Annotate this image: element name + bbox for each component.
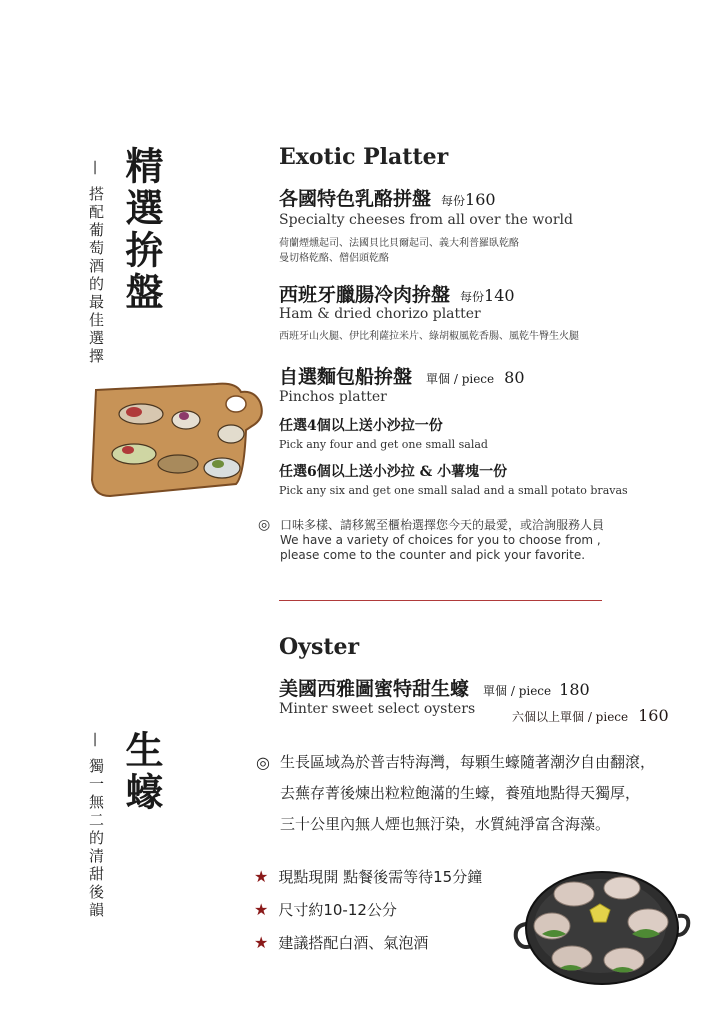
oyster-feature-size — [254, 899, 397, 920]
platter-note — [258, 517, 680, 563]
platter-vertical-title: 精選拚盤 — [119, 146, 164, 314]
oyster-name-en: Minter sweet select oysters — [279, 701, 476, 717]
pinchos-platter-price-label: 單個 / piece — [426, 372, 495, 386]
platter-vertical-subtitle: — 搭配葡萄酒的最佳選擇 — [87, 160, 105, 366]
ham-platter-name — [279, 280, 515, 307]
oyster-price-label: 單個 / piece — [483, 684, 552, 698]
oyster-feature-fresh — [254, 866, 482, 887]
platter-heading: Exotic Platter — [279, 144, 449, 170]
oyster-vertical-title: 生蠔 — [119, 730, 164, 814]
oyster-bulk-price: 160 — [638, 706, 669, 725]
ham-platter-price: 140 — [484, 286, 515, 305]
oyster-item-name — [279, 674, 590, 701]
cheese-platter-price-label: 每份 — [441, 194, 466, 208]
oyster-note-line1: 生長區域為於普吉特海灣，每顆生蠔隨著潮汐自由翻滾， — [280, 753, 656, 771]
oyster-feature-pairing — [254, 932, 428, 953]
feature-text: 建議搭配白酒、氣泡酒 — [278, 934, 429, 952]
oyster-vertical-subtitle: — 獨一無二的清甜後韻 — [87, 732, 105, 920]
oyster-note-bullet-icon: ◎ — [256, 753, 270, 772]
oyster-name-zh: 美國西雅圖蜜特甜生蠔 — [279, 678, 470, 700]
oyster-heading: Oyster — [279, 634, 360, 660]
ham-platter-price-label: 每份 — [460, 290, 485, 304]
oyster-note-line3: 三十公里內無人煙也無汙染，水質純淨富含海藻。 — [280, 815, 611, 833]
oyster-price: 180 — [559, 680, 590, 699]
cheese-platter-name-en: Specialty cheeses from all over the world — [279, 212, 573, 228]
ham-platter-name-en: Ham & dried chorizo platter — [279, 306, 481, 322]
star-icon: ★ — [254, 933, 269, 952]
pinchos-platter-name-zh: 自選麵包船拚盤 — [279, 366, 413, 388]
pinchos-option-six-zh: 任選6個以上送小沙拉 & 小薯塊一份 — [279, 464, 508, 480]
cheese-platter-price: 160 — [465, 190, 496, 209]
wooden-board-illustration — [86, 380, 266, 500]
pinchos-platter-name-en: Pinchos platter — [279, 389, 387, 405]
oyster-bulk-label: 六個以上單個 / piece — [512, 710, 629, 724]
oyster-note — [256, 747, 710, 840]
oyster-bulk-price-row — [512, 706, 669, 725]
feature-text: 現點現開 點餐後需等待15分鐘 — [278, 868, 483, 886]
cheese-platter-description: 荷蘭煙燻起司、法國貝比貝爾起司、義大利普羅臥乾酪 曼切格乾酪、僧侶頭乾酪 — [279, 238, 519, 264]
star-icon: ★ — [254, 867, 269, 886]
note-bullet-icon: ◎ — [258, 517, 271, 533]
pinchos-option-four-zh: 任選4個以上送小沙拉一份 — [279, 418, 443, 434]
oyster-pan-illustration — [512, 868, 692, 990]
star-icon: ★ — [254, 900, 269, 919]
platter-note-en-line1: We have a variety of choices for you to choose from , — [280, 533, 601, 547]
cheese-platter-name-zh: 各國特色乳酪拼盤 — [279, 188, 432, 210]
pinchos-option-six-en: Pick any six and get one small salad and a small potato bravas — [279, 484, 628, 497]
pinchos-platter-price: 80 — [504, 368, 525, 387]
cheese-platter-name — [279, 184, 496, 211]
pinchos-platter-name — [279, 362, 525, 389]
feature-text: 尺寸約10-12公分 — [278, 901, 397, 919]
section-divider — [279, 600, 602, 601]
pinchos-option-four-en: Pick any four and get one small salad — [279, 438, 488, 451]
ham-platter-description: 西班牙山火腿、伊比利薩拉米片、綠胡椒風乾香腸、風乾牛臀生火腿 — [279, 331, 579, 342]
platter-note-en-line2: please come to the counter and pick your favorite. — [280, 548, 586, 562]
oyster-note-line2: 去蕪存菁後煉出粒粒飽滿的生蠔，養殖地點得天獨厚， — [280, 784, 641, 802]
platter-note-zh: 口味多樣、請移駕至櫃枱選擇您今天的最愛，或洽詢服務人員 — [280, 518, 605, 532]
ham-platter-name-zh: 西班牙臘腸冷肉拚盤 — [279, 284, 451, 306]
